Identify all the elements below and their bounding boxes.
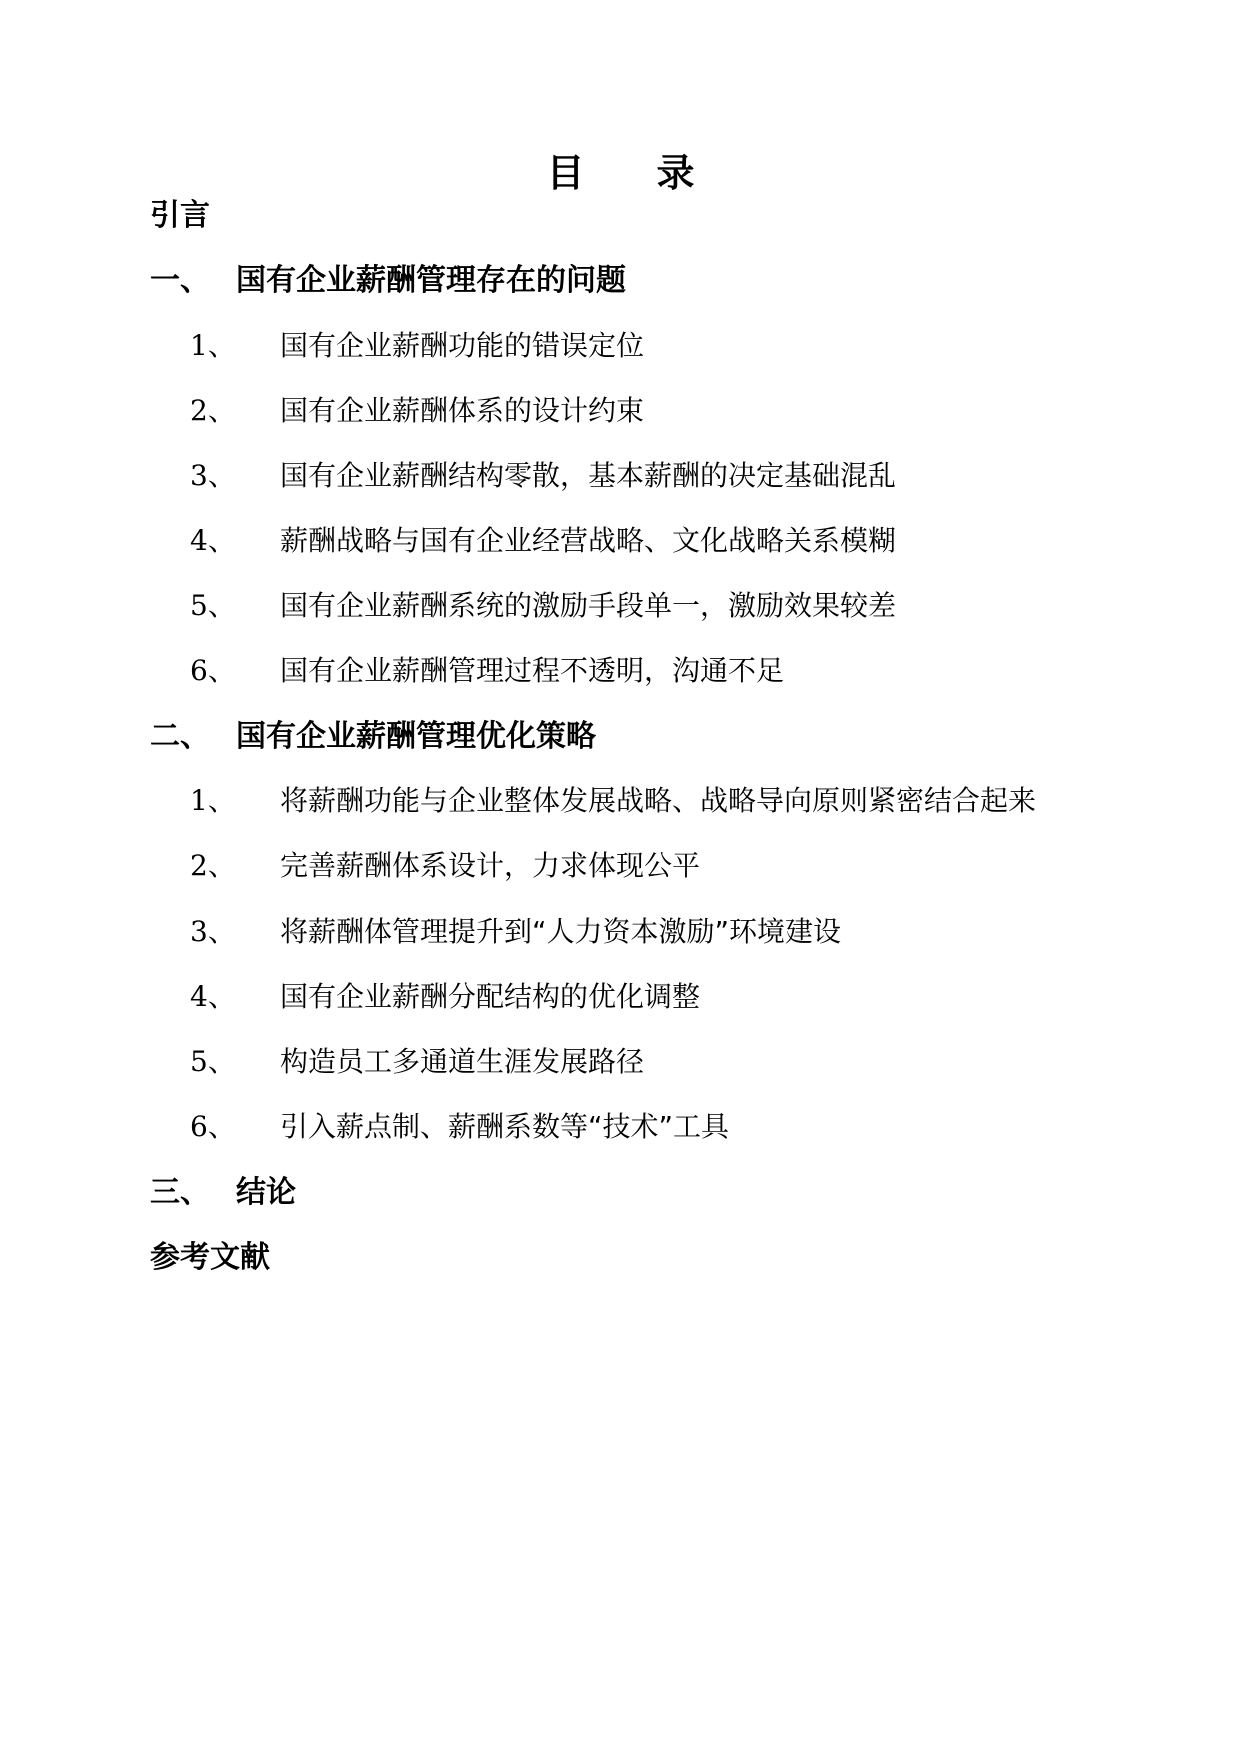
toc-entry-number: 1、 [190,784,236,817]
toc-title-char-1: 目 [546,151,585,195]
toc-entry-number: 6、 [190,1110,236,1143]
toc-entry-text: 构造员工多通道生涯发展路径 [280,1045,645,1078]
toc-entry-number: 一、 [150,263,210,298]
toc-entry-number: 6、 [190,654,236,687]
toc-entry-number: 2、 [190,849,236,882]
toc-entry-text: 引言 [150,198,210,233]
toc-entry-number: 5、 [190,1045,236,1078]
toc-entry-number: 3、 [190,915,236,948]
toc-entry-text: 薪酬战略与国有企业经营战略、文化战略关系模糊 [280,524,897,557]
toc-entry-number: 二、 [150,719,210,754]
toc-entry-number: 4、 [190,524,236,557]
toc-entry-number: 1、 [190,329,236,362]
toc-title-char-2: 录 [656,151,695,195]
toc-entry-number: 4、 [190,980,236,1013]
toc-entry-number: 2、 [190,394,236,427]
toc-entry-text: 国有企业薪酬系统的激励手段单一，激励效果较差 [280,589,897,622]
toc-entry-text: 结论 [236,1175,296,1210]
toc-entry-text: 引入薪点制、薪酬系数等“技术”工具 [280,1110,730,1143]
toc-title [0,142,1241,197]
toc-entry-text: 完善薪酬体系设计，力求体现公平 [280,849,701,882]
toc-entry-text: 国有企业薪酬体系的设计约束 [280,394,645,427]
toc-entry-number: 3、 [190,459,236,492]
toc-entry-number: 5、 [190,589,236,622]
toc-entry-text: 国有企业薪酬功能的错误定位 [280,329,645,362]
toc-entry-number: 三、 [150,1175,210,1210]
toc-entry-text: 国有企业薪酬分配结构的优化调整 [280,980,701,1013]
toc-entry-text: 将薪酬功能与企业整体发展战略、战略导向原则紧密结合起来 [280,784,1037,817]
toc-entry-text: 参考文献 [150,1240,270,1275]
toc-entry-text: 将薪酬体管理提升到“人力资本激励”环境建设 [280,915,842,948]
toc-entry-text: 国有企业薪酬管理存在的问题 [236,263,626,298]
toc-entry-text: 国有企业薪酬结构零散，基本薪酬的决定基础混乱 [280,459,897,492]
toc-entry-text: 国有企业薪酬管理优化策略 [236,719,596,754]
toc-entry-text: 国有企业薪酬管理过程不透明，沟通不足 [280,654,785,687]
